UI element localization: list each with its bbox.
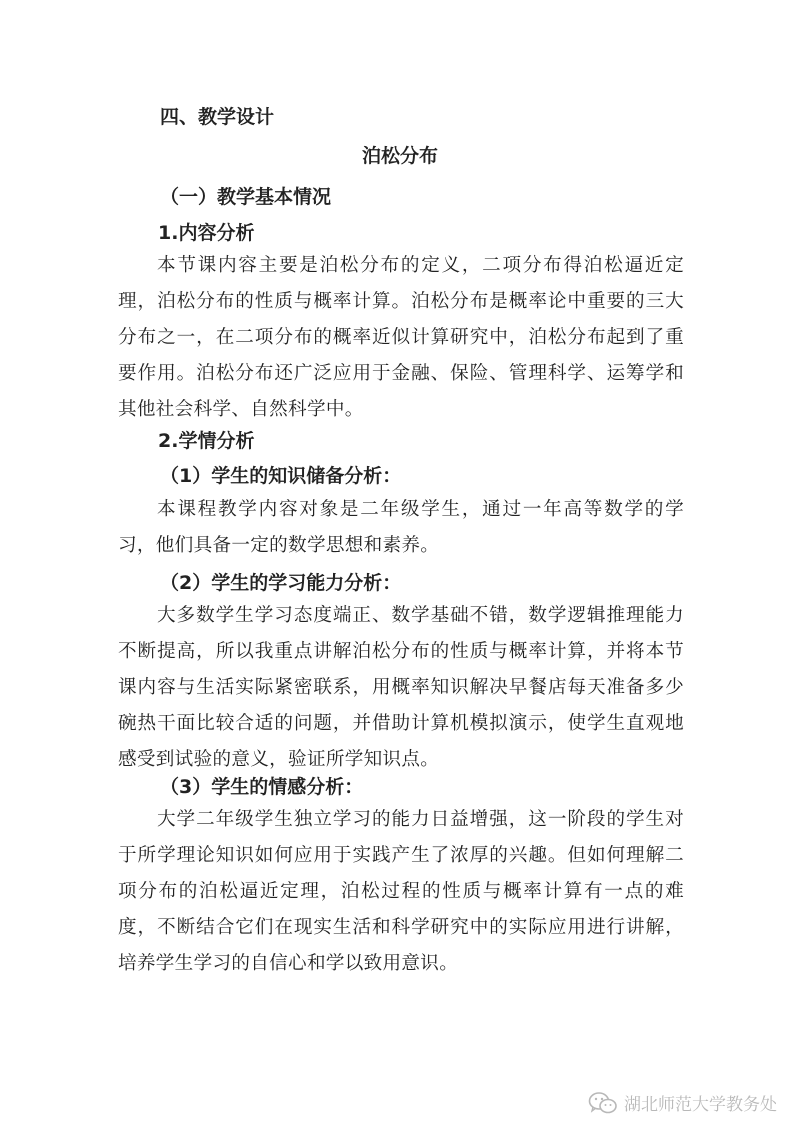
knowledge-analysis-paragraph: 本课程教学内容对象是二年级学生，通过一年高等数学的学习，他们具备一定的数学思想和素养。 — [118, 499, 684, 556]
knowledge-analysis-heading: （1）学生的知识储备分析： — [160, 465, 402, 487]
document-title: 泊松分布 — [362, 145, 439, 167]
emotion-analysis-heading: （3）学生的情感分析： — [160, 776, 364, 798]
emotion-analysis-paragraph: 大学二年级学生独立学习的能力日益增强，这一阶段的学生对于所学理论知识如何应用于实践产生了浓厚的兴趣。但如何理解二项分布的泊松逼近定理，泊松过程的性质与概率计算有一点的难度，不断结合它们在现实生活和科学研究中的实际应用进行讲解，培养学生学习的自信心和学以致用意识。 — [118, 809, 684, 974]
section-heading: 四、教学设计 — [160, 106, 275, 128]
watermark-text: 湖北师范大学教务处 — [624, 1095, 777, 1115]
ability-analysis-heading: （2）学生的学习能力分析： — [160, 572, 402, 594]
subsection-basic-info: （一）教学基本情况 — [160, 186, 332, 208]
wechat-icon — [588, 1091, 618, 1115]
watermark — [588, 1090, 777, 1115]
learning-analysis-heading: 2.学情分析 — [158, 430, 255, 452]
ability-analysis-paragraph: 大多数学生学习态度端正、数学基础不错，数学逻辑推理能力不断提高，所以我重点讲解泊松分布的性质与概率计算，并将本节课内容与生活实际紧密联系，用概率知识解决早餐店每天准备多少碗热干面比较合适的问题，并借助计算机模拟演示，使学生直观地感受到试验的意义，验证所学知识点。 — [118, 605, 684, 770]
content-analysis-heading: 1.内容分析 — [158, 222, 255, 244]
content-analysis-paragraph: 本节课内容主要是泊松分布的定义，二项分布得泊松逼近定理，泊松分布的性质与概率计算。泊松分布是概率论中重要的三大分布之一，在二项分布的概率近似计算研究中，泊松分布起到了重要作用。泊松分布还广泛应用于金融、保险、管理科学、运筹学和其他社会科学、自然科学中。 — [118, 255, 684, 420]
